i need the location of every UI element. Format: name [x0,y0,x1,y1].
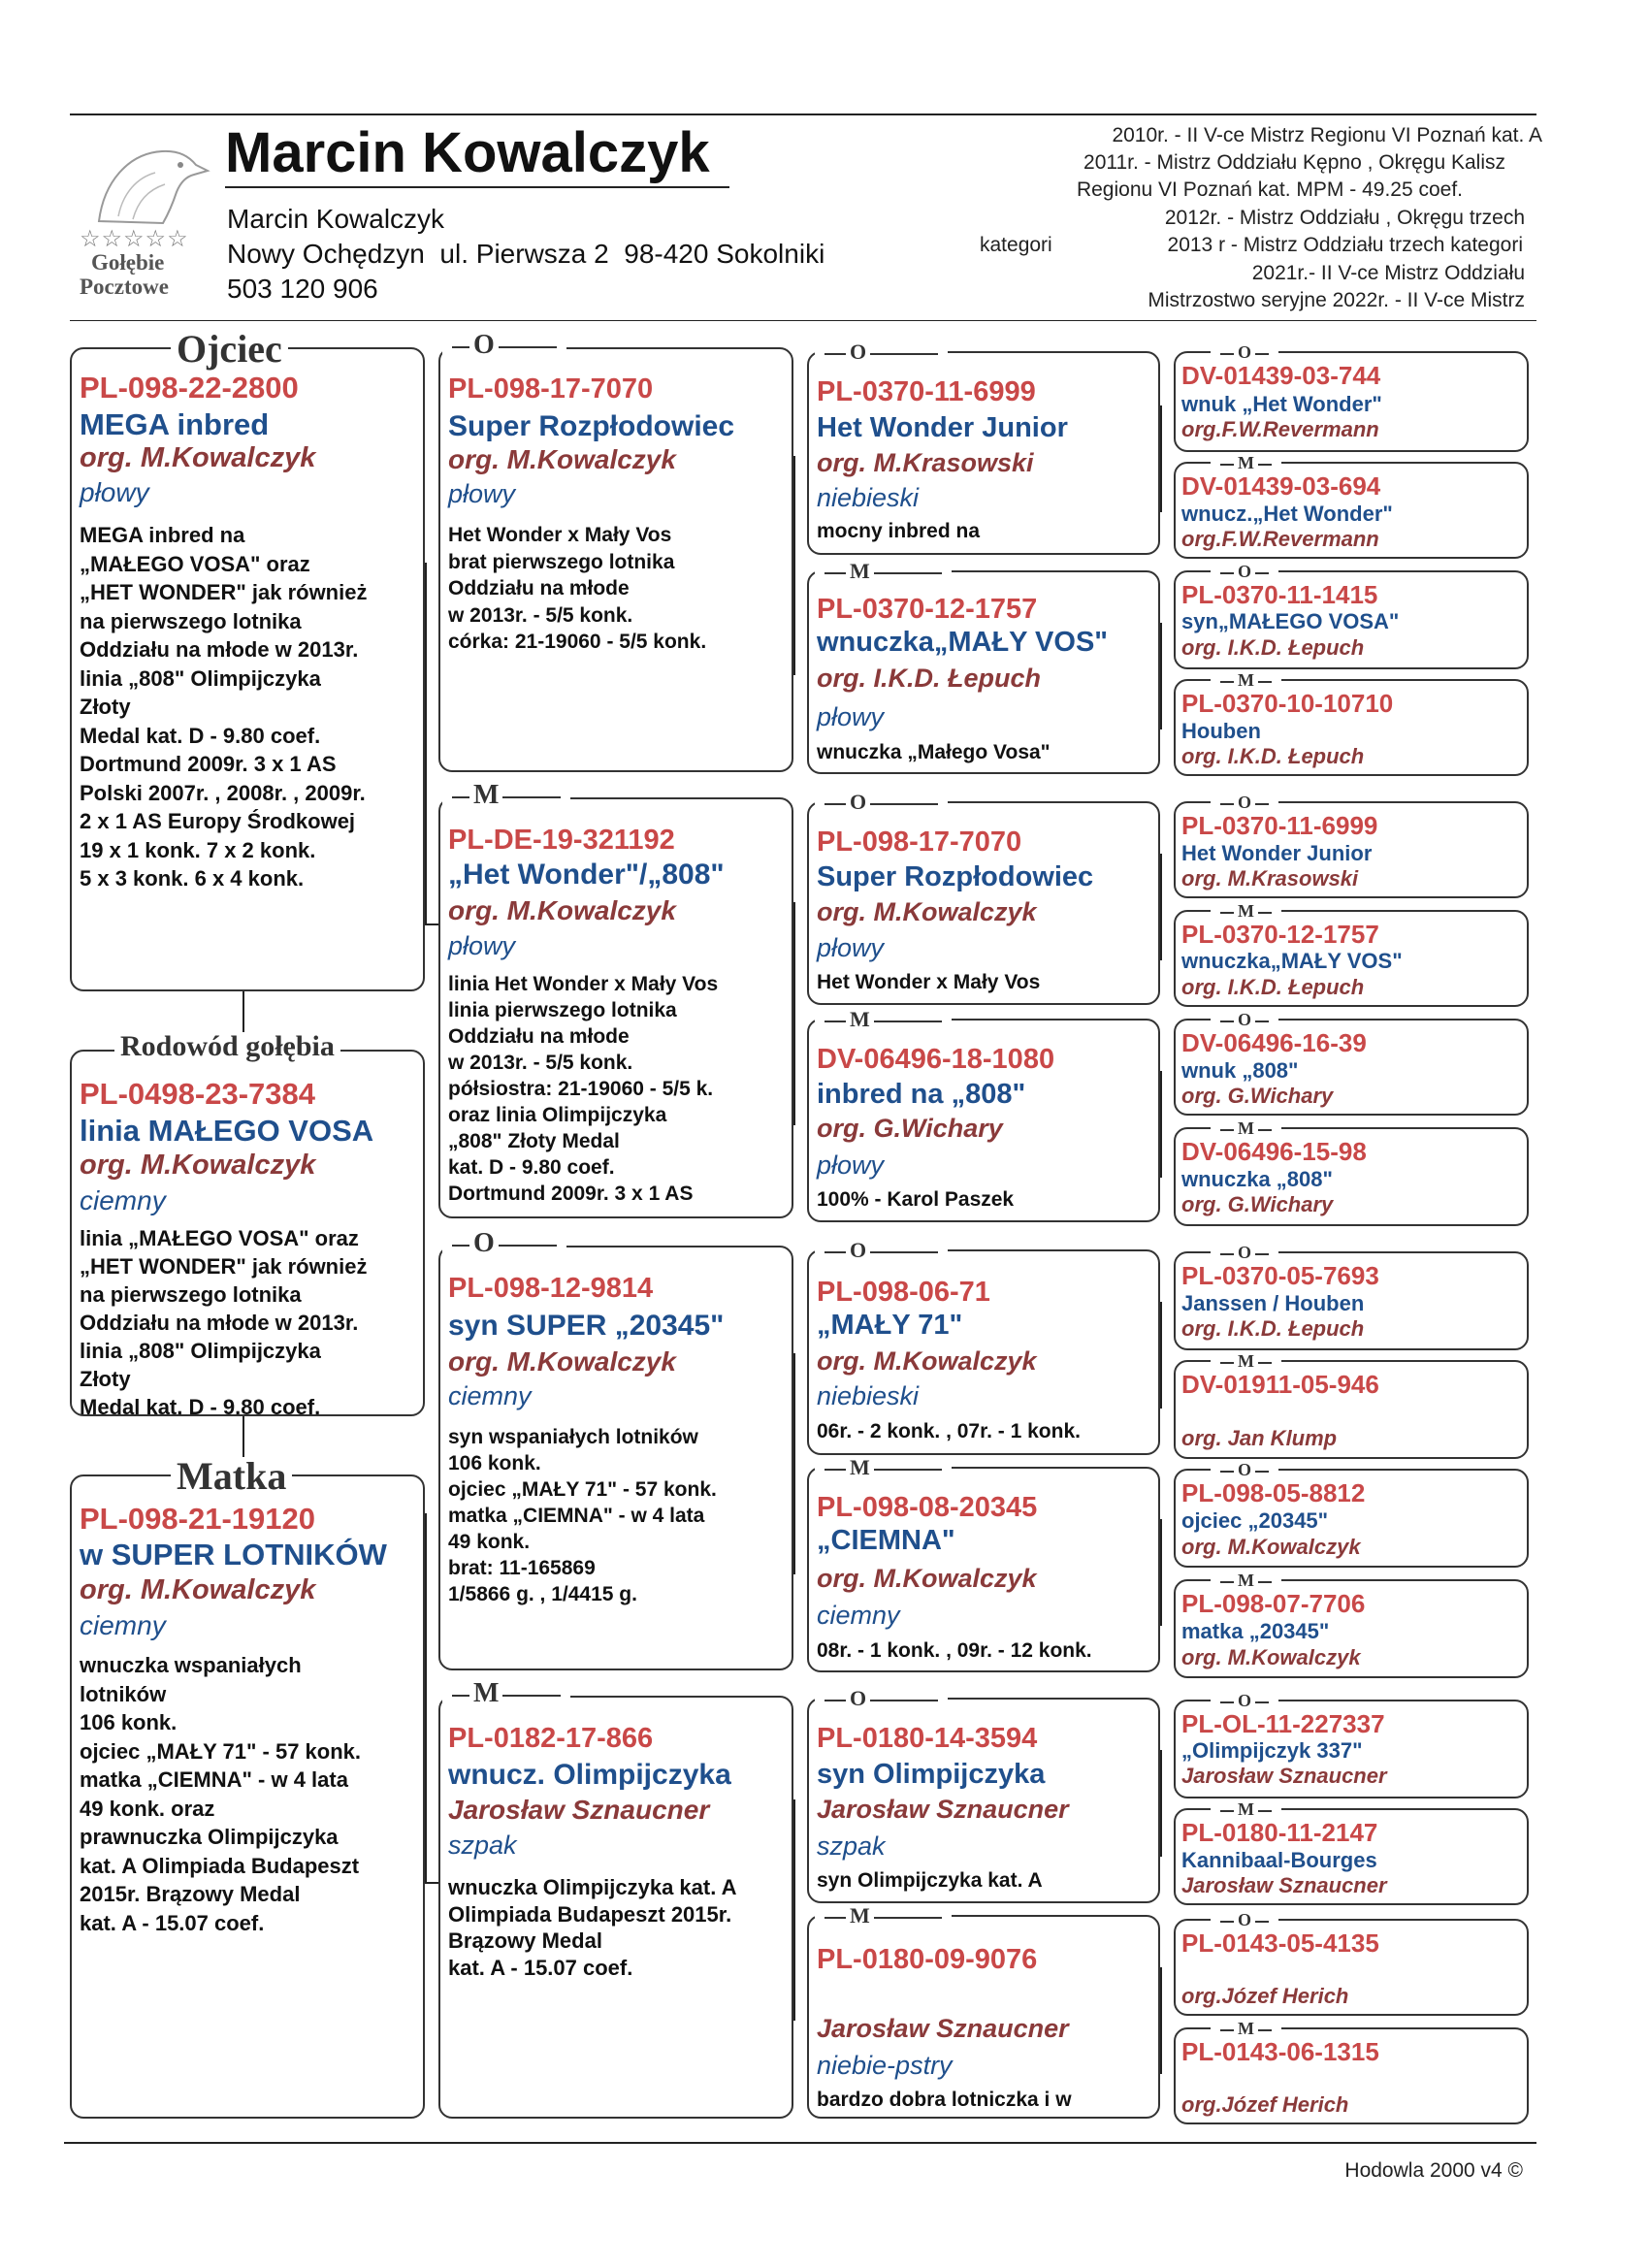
logo-stars: ☆☆☆☆☆ [80,226,189,252]
logo-text-line2: Pocztowe [80,275,169,299]
pedigree-label: Rodowód gołębia [114,1032,340,1061]
gen4-label-1: O [1211,343,1278,361]
gen3-desc-4: 100% - Karol Paszek [817,1188,1015,1211]
gen3-color-7: szpak [817,1831,886,1861]
achievement-7: Mistrzostwo seryjne 2022r. - II V-ce Mistrz [1148,289,1525,311]
gen4-org-10: org. Jan Klump [1181,1426,1338,1450]
gen2-color-3: ciemny [448,1381,532,1410]
gen3-name-4: inbred na „808" [817,1079,1026,1110]
gen3-desc-5: 06r. - 2 konk. , 07r. - 1 konk. [817,1420,1081,1442]
gen3-desc-3: Het Wonder x Mały Vos [817,971,1041,993]
subject-color: ciemny [80,1185,166,1215]
gen3-org-8: Jarosław Sznaucner [817,2014,1069,2043]
father-label: Ojciec [171,330,288,369]
gen3-color-4: płowy [817,1150,885,1180]
gen4-label-12: M [1211,1571,1281,1589]
gen2-label-1: O [442,332,566,359]
father-org: org. M.Kowalczyk [80,442,316,473]
achievement-side: kategori [980,234,1052,256]
gen3-name-2: wnuczka„MAŁY VOS" [817,627,1109,658]
gen2-name-1: Super Rozpłodowiec [448,410,735,442]
gen3-color-2: płowy [817,702,885,731]
mother-desc: wnuczka wspaniałych lotników 106 konk. ojciec „MAŁY 71" - 57 konk. matka „CIEMNA" - w 4 lata 49 konk. oraz prawnuczka Olimpijczyka kat. A Olimpiada Budapeszt 2015r. Brązowy Medal kat. A - 15.07 coef. [80,1653,362,1935]
owner-phone: 503 120 906 [227,274,378,304]
gen2-label-4: M [442,1680,570,1707]
gen3-ring-5: PL-098-06-71 [817,1277,990,1308]
gen4-name-13: „Olimpijczyk 337" [1181,1738,1363,1763]
gen3-name-3: Super Rozpłodowiec [817,861,1094,892]
mother-label: Matka [171,1457,292,1496]
gen3-label-4: M [815,1009,952,1030]
gen4-label-3: O [1211,563,1278,580]
gen3-desc-2: wnuczka „Małego Vosa" [817,741,1051,763]
gen4-label-13: O [1211,1692,1278,1709]
gen3-ring-4: DV-06496-18-1080 [817,1044,1055,1075]
gen4-name-7: wnuk „808" [1181,1058,1299,1083]
subject-org: org. M.Kowalczyk [80,1150,316,1181]
gen3-ring-8: PL-0180-09-9076 [817,1944,1038,1975]
gen3-color-1: niebieski [817,483,920,512]
gen3-label-6: M [815,1457,952,1478]
gen3-org-5: org. M.Kowalczyk [817,1346,1037,1376]
gen3-org-1: org. M.Krasowski [817,448,1034,477]
gen2-ring-2: PL-DE-19-321192 [448,825,675,856]
gen3-name-5: „MAŁY 71" [817,1310,963,1341]
gen2-label-2: M [442,782,570,809]
gen3-label-8: M [815,1905,952,1927]
achievement-2: 2011r. - Mistrz Oddziału Kępno , Okręgu Kalisz [1083,151,1505,174]
gen4-org-3: org. I.K.D. Łepuch [1181,635,1365,660]
gen4-name-12: matka „20345" [1181,1619,1330,1643]
gen4-ring-3: PL-0370-11-1415 [1181,580,1378,609]
gen3-name-7: syn Olimpijczyka [817,1759,1046,1790]
gen2-color-1: płowy [448,479,516,508]
owner-name: Marcin Kowalczyk [227,204,445,234]
gen3-label-2: M [815,561,952,582]
subject-name: linia MAŁEGO VOSA [80,1114,374,1148]
gen2-desc-3: syn wspaniałych lotników 106 konk. ojciec „MAŁY 71" - 57 konk. matka „CIEMNA" - w 4 lata 49 konk. brat: 11-165869 1/5866 g. , 1/4415 g. [448,1426,717,1605]
father-ring: PL-098-22-2800 [80,371,299,405]
mother-org: org. M.Kowalczyk [80,1574,316,1605]
gen3-color-8: niebie-pstry [817,2051,953,2080]
gen3-name-1: Het Wonder Junior [817,412,1068,443]
achievement-4: 2012r. - Mistrz Oddziału , Okręgu trzech [1164,207,1525,229]
gen4-label-15: O [1211,1911,1278,1928]
gen4-org-4: org. I.K.D. Łepuch [1181,744,1365,768]
achievement-5: 2013 r - Mistrz Oddziału trzech kategori [1167,234,1523,256]
logo [80,124,215,299]
gen4-name-5: Het Wonder Junior [1181,841,1373,865]
gen3-org-6: org. M.Kowalczyk [817,1564,1037,1593]
gen4-name-14: Kannibaal-Bourges [1181,1848,1377,1872]
gen4-ring-2: DV-01439-03-694 [1181,471,1381,501]
gen3-desc-7: syn Olimpijczyka kat. A [817,1869,1043,1892]
gen4-org-2: org.F.W.Revermann [1181,527,1379,551]
gen4-ring-5: PL-0370-11-6999 [1181,811,1378,840]
gen3-desc-6: 08r. - 1 konk. , 09r. - 12 konk. [817,1639,1092,1662]
gen4-org-12: org. M.Kowalczyk [1181,1645,1361,1669]
achievement-6: 2021r.- II V-ce Mistrz Oddziału [1251,262,1525,284]
gen4-label-4: M [1211,671,1281,689]
gen4-name-8: wnuczka „808" [1181,1167,1333,1191]
gen2-label-3: O [442,1230,566,1257]
gen3-org-2: org. I.K.D. Łepuch [817,664,1042,693]
gen3-name-6: „CIEMNA" [817,1525,955,1556]
gen3-label-3: O [815,792,948,813]
gen3-desc-8: bardzo dobra lotniczka i w [817,2089,1072,2111]
gen4-org-8: org. G.Wichary [1181,1192,1334,1216]
subject-desc: linia „MAŁEGO VOSA" oraz „HET WONDER" jak również na pierwszego lotnika Oddziału na młode w 2013r. linia „808" Olimpijczyka Złoty Medal kat. D - 9.80 coef. [80,1226,368,1419]
gen3-label-1: O [815,341,948,363]
gen4-ring-8: DV-06496-15-98 [1181,1137,1367,1166]
gen4-ring-7: DV-06496-16-39 [1181,1028,1367,1057]
gen3-color-3: płowy [817,933,885,962]
gen4-ring-16: PL-0143-06-1315 [1181,2037,1379,2066]
gen4-org-6: org. I.K.D. Łepuch [1181,975,1365,999]
gen4-label-10: M [1211,1352,1281,1370]
gen4-org-9: org. I.K.D. Łepuch [1181,1316,1365,1341]
mother-name: w SUPER LOTNIKÓW [80,1538,387,1571]
gen3-ring-7: PL-0180-14-3594 [817,1723,1038,1754]
gen2-color-2: płowy [448,931,516,960]
achievement-1: 2010r. - II V-ce Mistrz Regionu VI Poznań kat. A [1112,124,1542,146]
gen4-org-14: Jarosław Sznaucner [1181,1873,1387,1897]
gen3-label-7: O [815,1688,948,1709]
achievement-3: Regionu VI Poznań kat. MPM - 49.25 coef. [1076,178,1463,201]
gen2-desc-2: linia Het Wonder x Mały Vos linia pierwszego lotnika Oddziału na młode w 2013r. - 5/5 konk. półsiostra: 21-19060 - 5/5 k. oraz linia Olimpijczyka „808" Złoty Medal kat. D - 9.80 coef. Dortmund 2009r. 3 x 1 AS [448,973,719,1205]
gen3-color-6: ciemny [817,1601,900,1630]
gen4-org-5: org. M.Krasowski [1181,866,1359,891]
gen2-ring-4: PL-0182-17-866 [448,1723,654,1754]
gen2-name-4: wnucz. Olimpijczyka [448,1759,731,1791]
gen4-name-3: syn„MAŁEGO VOSA" [1181,609,1400,633]
breeder-title: Marcin Kowalczyk [225,121,710,184]
gen2-org-4: Jarosław Sznaucner [448,1795,710,1825]
gen3-ring-1: PL-0370-11-6999 [817,376,1036,407]
father-color: płowy [80,477,149,507]
logo-text-line1: Gołębie [91,250,165,275]
gen2-org-3: org. M.Kowalczyk [448,1346,676,1377]
gen4-org-1: org.F.W.Revermann [1181,417,1379,441]
gen2-ring-3: PL-098-12-9814 [448,1273,654,1304]
gen3-ring-2: PL-0370-12-1757 [817,594,1038,625]
gen3-org-4: org. G.Wichary [817,1114,1003,1143]
gen3-ring-6: PL-098-08-20345 [817,1492,1038,1523]
gen4-label-2: M [1211,454,1281,471]
gen2-desc-1: Het Wonder x Mały Vos brat pierwszego lotnika Oddziału na młode w 2013r. - 5/5 konk. córka: 21-19060 - 5/5 konk. [448,524,707,653]
gen4-label-14: M [1211,1800,1281,1818]
gen3-color-5: niebieski [817,1381,920,1410]
gen4-label-16: M [1211,2020,1281,2037]
gen4-org-7: org. G.Wichary [1181,1084,1334,1108]
gen4-name-11: ojciec „20345" [1181,1508,1329,1533]
gen4-label-5: O [1211,794,1278,811]
gen4-label-6: M [1211,902,1281,920]
gen4-name-6: wnuczka„MAŁY VOS" [1181,949,1403,973]
gen2-org-2: org. M.Kowalczyk [448,895,676,925]
father-desc: MEGA inbred na „MAŁEGO VOSA" oraz „HET WONDER" jak również na pierwszego lotnika Oddziału na młode w 2013r. linia „808" Olimpijczyka Złoty Medal kat. D - 9.80 coef. Dortmund 2009r. 3 x 1 AS Polski 2007r. , 2008r. , 2009r. 2 x 1 AS Europy Środkowej 19 x 1 konk. 7 x 2 konk. 5 x 3 konk. 6 x 4 konk. [80,523,368,891]
gen3-org-7: Jarosław Sznaucner [817,1795,1069,1824]
gen4-name-1: wnuk „Het Wonder" [1181,392,1382,416]
gen4-ring-11: PL-098-05-8812 [1181,1478,1366,1507]
gen4-org-11: org. M.Kowalczyk [1181,1535,1361,1559]
gen2-name-3: syn SUPER „20345" [448,1310,725,1342]
software-brand: Hodowla 2000 v4 © [1344,2159,1523,2182]
gen4-name-4: Houben [1181,719,1261,743]
pigeon-head-icon [80,124,215,231]
gen4-ring-10: DV-01911-05-946 [1181,1370,1379,1399]
gen4-org-15: org.Józef Herich [1181,1984,1349,2008]
gen4-org-16: org.Józef Herich [1181,2092,1349,2117]
gen2-color-4: szpak [448,1831,517,1860]
gen4-org-13: Jarosław Sznaucner [1181,1764,1387,1788]
gen4-label-9: O [1211,1244,1278,1261]
gen2-org-1: org. M.Kowalczyk [448,444,676,474]
gen4-ring-13: PL-OL-11-227337 [1181,1709,1385,1738]
gen4-label-11: O [1211,1461,1278,1478]
gen4-label-8: M [1211,1119,1281,1137]
father-name: MEGA inbred [80,407,270,441]
gen4-ring-9: PL-0370-05-7693 [1181,1261,1379,1290]
gen4-ring-14: PL-0180-11-2147 [1181,1818,1378,1847]
gen4-ring-15: PL-0143-05-4135 [1181,1928,1379,1958]
gen4-ring-1: DV-01439-03-744 [1181,361,1381,390]
subject-ring: PL-0498-23-7384 [80,1077,315,1111]
gen4-name-9: Janssen / Houben [1181,1291,1365,1315]
gen3-label-5: O [815,1240,948,1261]
gen3-ring-3: PL-098-17-7070 [817,826,1022,858]
gen4-ring-6: PL-0370-12-1757 [1181,920,1379,949]
owner-address: Nowy Ochędzyn ul. Pierwsza 2 98-420 Sokolniki [227,239,825,269]
gen2-desc-4: wnuczka Olimpijczyka kat. A Olimpiada Budapeszt 2015r. Brązowy Medal kat. A - 15.07 coef. [448,1875,737,1980]
mother-color: ciemny [80,1610,166,1640]
gen4-ring-4: PL-0370-10-10710 [1181,689,1394,718]
gen2-name-2: „Het Wonder"/„808" [448,859,725,891]
gen4-label-7: O [1211,1011,1278,1028]
gen3-org-3: org. M.Kowalczyk [817,897,1037,926]
gen2-ring-1: PL-098-17-7070 [448,373,654,405]
gen4-ring-12: PL-098-07-7706 [1181,1589,1366,1618]
gen3-desc-1: mocny inbred na [817,520,981,542]
gen4-name-2: wnucz.„Het Wonder" [1181,502,1393,526]
mother-ring: PL-098-21-19120 [80,1502,315,1536]
